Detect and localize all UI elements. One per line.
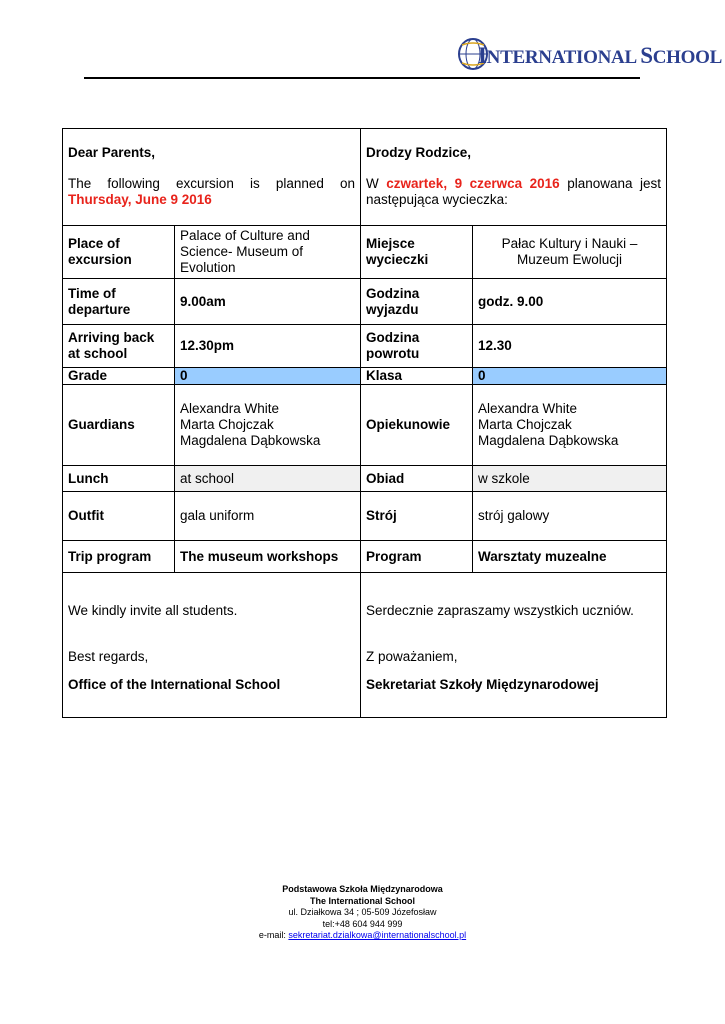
outfit-label-pl: Strój: [361, 492, 473, 541]
departure-value-en: 9.00am: [175, 279, 361, 325]
closing-polish: [361, 573, 667, 718]
invitation-english: We kindly invite all students.: [68, 603, 238, 618]
guardians-list-en: [175, 385, 361, 466]
footer-address: ul. Działkowa 34 ; 05-509 Józefosław: [288, 907, 437, 917]
excursion-date-english: Thursday, June 9 2016: [68, 192, 212, 207]
lunch-label-pl: Obiad: [361, 466, 473, 492]
arrival-value-pl: 12.30: [473, 325, 667, 368]
place-label-pl: Miejsce wycieczki: [361, 226, 473, 279]
school-logo: [456, 36, 722, 72]
page-footer: [0, 884, 725, 942]
intro-polish: [361, 129, 667, 226]
regards-english: Best regards,: [68, 649, 149, 664]
guardians-label-pl: Opiekunowie: [361, 385, 473, 466]
footer-email-line: e-mail: sekretariat.dzialkowa@internationalschool.pl: [258, 930, 467, 940]
footer-school-english: The International School: [309, 895, 415, 906]
guardian-name: Marta Chojczak: [478, 417, 572, 432]
guardians-list-pl: [473, 385, 667, 466]
guardian-name: Alexandra White: [478, 401, 578, 416]
intro-text-polish: W czwartek, 9 czerwca 2016 planowana jest następująca wycieczka:: [366, 176, 662, 207]
greeting-english: Dear Parents,: [68, 145, 156, 160]
lunch-label-en: Lunch: [63, 466, 175, 492]
intro-text-english: The following excursion is planned on: [68, 176, 356, 191]
guardian-name: Magdalena Dąbkowska: [478, 433, 619, 448]
intro-row: [63, 129, 667, 226]
program-value-pl: Warsztaty muzealne: [473, 541, 667, 573]
excursion-table: [62, 128, 667, 718]
outfit-value-en: gala uniform: [175, 492, 361, 541]
program-label-en: Trip program: [63, 541, 175, 573]
program-value-en: The museum workshops: [175, 541, 361, 573]
closing-row: [63, 573, 667, 718]
lunch-row: [63, 466, 667, 492]
invitation-polish: Serdecznie zapraszamy wszystkich uczniów.: [366, 603, 634, 618]
outfit-row: [63, 492, 667, 541]
footer-school-polish: Podstawowa Szkoła Międzynarodowa: [282, 884, 443, 894]
grade-value-en: 0: [175, 368, 361, 385]
logo-wordmark: INTERNATIONAL SCHOOL: [478, 43, 722, 68]
grade-label-pl: Klasa: [361, 368, 473, 385]
guardian-name: Magdalena Dąbkowska: [180, 433, 321, 448]
outfit-value-pl: strój galowy: [473, 492, 667, 541]
outfit-label-en: Outfit: [63, 492, 175, 541]
grade-value-pl: 0: [473, 368, 667, 385]
guardians-label-en: Guardians: [63, 385, 175, 466]
lunch-value-pl: w szkole: [473, 466, 667, 492]
departure-value-pl: godz. 9.00: [473, 279, 667, 325]
footer-phone: tel:+48 604 944 999: [322, 918, 403, 929]
program-row: [63, 541, 667, 573]
grade-label-en: Grade: [63, 368, 175, 385]
regards-polish: Z poważaniem,: [366, 649, 458, 664]
arrival-value-en: 12.30pm: [175, 325, 361, 368]
departure-row: [63, 279, 667, 325]
departure-label-en: Time of departure: [63, 279, 175, 325]
signature-polish: Sekretariat Szkoły Międzynarodowej: [366, 677, 599, 692]
lunch-value-en: at school: [175, 466, 361, 492]
place-value-en: Palace of Culture and Science- Museum of Evolution: [175, 226, 361, 279]
arrival-label-en: Arriving back at school: [63, 325, 175, 368]
arrival-label-pl: Godzina powrotu: [361, 325, 473, 368]
program-label-pl: Program: [361, 541, 473, 573]
grade-row: [63, 368, 667, 385]
greeting-polish: Drodzy Rodzice,: [366, 145, 472, 160]
place-value-pl: Pałac Kultury i Nauki – Muzeum Ewolucji: [473, 226, 667, 279]
excursion-date-polish: czwartek, 9 czerwca 2016: [386, 176, 560, 191]
departure-label-pl: Godzina wyjazdu: [361, 279, 473, 325]
header-divider: [84, 77, 640, 79]
closing-english: [63, 573, 361, 718]
guardian-name: Marta Chojczak: [180, 417, 274, 432]
guardian-name: Alexandra White: [180, 401, 280, 416]
place-label-en: Place of excursion: [63, 226, 175, 279]
place-row: [63, 226, 667, 279]
arrival-row: [63, 325, 667, 368]
intro-english: [63, 129, 361, 226]
signature-english: Office of the International School: [68, 677, 281, 692]
guardians-row: [63, 385, 667, 466]
footer-email-link[interactable]: sekretariat.dzialkowa@internationalschool.pl: [288, 930, 467, 940]
